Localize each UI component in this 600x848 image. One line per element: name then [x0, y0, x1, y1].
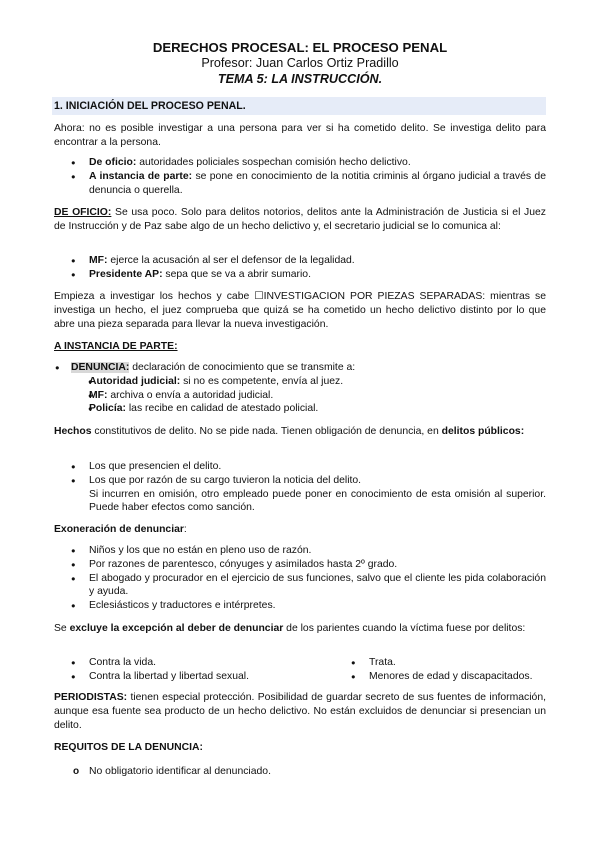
piezas-separadas-paragraph: Empieza a investigar los hechos y cabe ☐INVESTIGACION POR PIEZAS SEPARADAS: mientras se investiga un hecho, el juez comprueba que quizá se ha cometido un hecho delictivo distinto por lo que abre una pieza separada para llevar la nueva investigación. — [54, 291, 546, 330]
denuncia-term: DENUNCIA: — [71, 362, 130, 373]
list-item: ● Contra la libertad y libertad sexual. — [54, 670, 334, 684]
list-item: ● DENUNCIA: declaración de conocimiento que se transmite a: ● Autoridad judicial: si no es competente, envía al juez. ● MF: archiva o envía a autoridad judicial. ● Policía: las recibe en calidad de atestado policial. — [54, 361, 546, 416]
topic-title: TEMA 5: LA INSTRUCCIÓN. — [217, 72, 383, 86]
de-oficio-list — [54, 254, 546, 282]
document-title: DERECHOS PROCESAL: EL PROCESO PENAL — [152, 40, 448, 55]
list-item: ● A instancia de parte: se pone en conocimiento de la notitia criminis al órgano judicial a través de denuncia o querella. — [54, 170, 546, 198]
omision-note: Si incurren en omisión, otro empleado puede poner en conocimiento de esta omisión al superior. Puede haber efectos como sanción. — [89, 488, 546, 514]
list-item: ● MF: ejerce la acusación al ser el defensor de la legalidad. — [54, 254, 546, 268]
list-item: ● Eclesiásticos y traductores e intérpretes. — [54, 599, 546, 613]
obligados-list — [54, 460, 546, 515]
excepcion-columns — [54, 656, 546, 684]
excepcion-col-left — [54, 656, 334, 684]
excepcion-col-right — [334, 656, 546, 684]
de-oficio-paragraph: DE OFICIO: Se usa poco. Solo para delitos notorios, delitos ante la Administración de Justicia si el Juez de Instrucción y de Paz sabe algo de un hecho delictivo y, el secretario judicial se lo comunica al: — [54, 207, 546, 232]
list-item: ● Menores de edad y discapacitados. — [334, 670, 546, 684]
hechos-paragraph: Hechos constitutivos de delito. No se pide nada. Tienen obligación de denuncia, en delitos públicos: — [54, 426, 525, 437]
list-item: ● Niños y los que no están en pleno uso de razón. — [54, 544, 546, 558]
list-item: o No obligatorio identificar al denunciado. — [54, 765, 546, 779]
list-item: ● El abogado y procurador en el ejercicio de sus funciones, salvo que el cliente les pida colaboración y ayuda. — [54, 572, 546, 600]
list-item: ● Por razones de parentesco, cónyuges y asimilados hasta 2º grado. — [54, 558, 546, 572]
excepcion-paragraph: Se excluye la excepción al deber de denunciar de los parientes cuando la víctima fuese por delitos: — [54, 623, 526, 634]
instancia-heading: A INSTANCIA DE PARTE: — [54, 341, 178, 352]
initiation-list — [54, 156, 546, 197]
periodistas-paragraph: PERIODISTAS: tienen especial protección. Posibilidad de guardar secreto de sus fuentes de información, aunque esa fuente sea producto de un hecho delictivo. No están excluidos de denunciar si presencian un delito. — [54, 692, 546, 731]
section-heading: 1. INICIACIÓN DEL PROCESO PENAL. — [54, 100, 246, 112]
denuncia-list — [54, 361, 546, 416]
requisitos-list — [54, 765, 546, 779]
list-item: ● Contra la vida. — [54, 656, 334, 670]
list-item: ● Los que por razón de su cargo tuvieron la noticia del delito. — [54, 474, 546, 488]
exoneracion-heading: Exoneración de denunciar: — [54, 524, 187, 535]
list-item: ● MF: archiva o envía a autoridad judicial. — [71, 389, 546, 403]
intro-paragraph: Ahora: no es posible investigar a una persona para ver si ha cometido delito. Se investiga delito para encontrar a la persona. — [54, 123, 546, 148]
requisitos-heading: REQUITOS DE LA DENUNCIA: — [54, 742, 203, 753]
list-item: ● Trata. — [334, 656, 546, 670]
list-item: ● Autoridad judicial: si no es competente, envía al juez. — [71, 375, 546, 389]
section-heading-band — [52, 97, 546, 115]
professor-line: Profesor: Juan Carlos Ortiz Pradillo — [201, 56, 399, 70]
exoneracion-list — [54, 544, 546, 613]
list-item: ● Policía: las recibe en calidad de atestado policial. — [71, 402, 546, 416]
list-item: ● Los que presencien el delito. — [54, 460, 546, 474]
de-oficio-label: DE OFICIO: — [54, 207, 112, 218]
list-item: ● Presidente AP: sepa que se va a abrir sumario. — [54, 268, 546, 282]
list-item: ● De oficio: autoridades policiales sospechan comisión hecho delictivo. — [54, 156, 546, 170]
